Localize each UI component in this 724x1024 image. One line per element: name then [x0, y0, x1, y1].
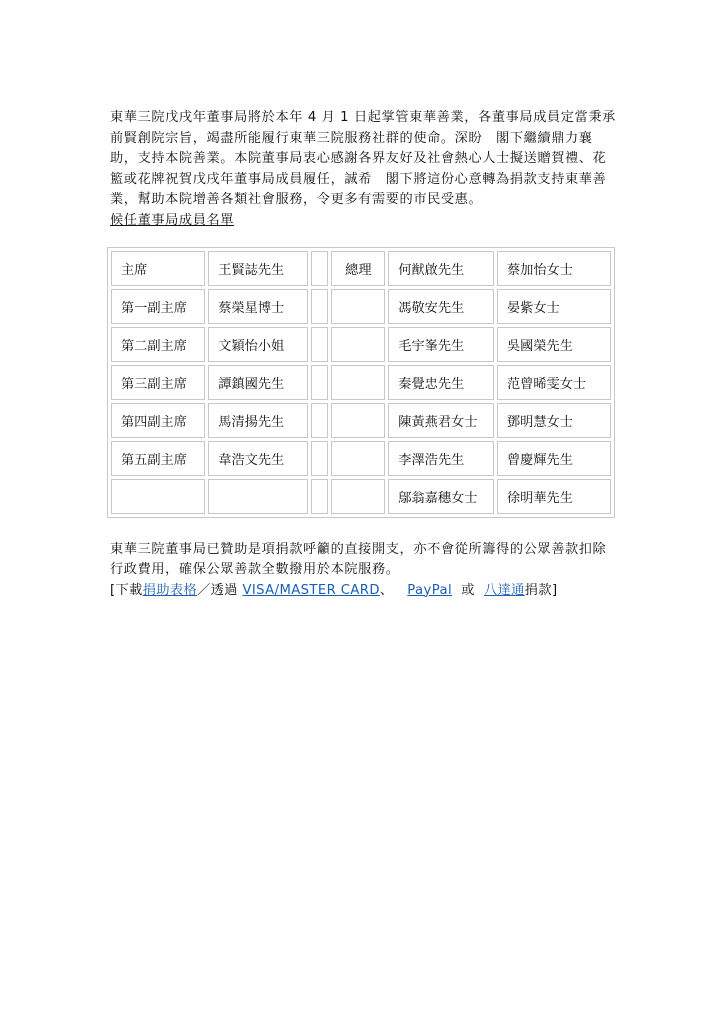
- table-row: [111, 441, 611, 476]
- table-row: [111, 289, 611, 324]
- closing-paragraph: 東華三院董事局已贊助是項捐款呼籲的直接開支，亦不會從所籌得的公眾善款扣除行政費用，確保公眾善款全數撥用於本院服務。: [110, 541, 607, 577]
- member-name-cell: 文穎怡小姐: [208, 327, 307, 362]
- member-title-cell: 主席: [111, 251, 205, 286]
- list-heading: 候任董事局成員名單: [110, 212, 235, 228]
- member-title-cell: 第四副主席: [111, 403, 205, 438]
- member-title-cell: 第一副主席: [111, 289, 205, 324]
- director-name-cell: 曾慶輝先生: [497, 441, 611, 476]
- director-label-cell: [331, 441, 385, 476]
- paypal-link[interactable]: PayPal: [407, 582, 453, 598]
- intro-paragraph: 東華三院戊戌年董事局將於本年 4 月 1 日起掌管東華善業，各董事局成員定當秉承前賢創院宗旨，竭盡所能履行東華三院服務社群的使命。深盼 閣下繼續鼎力襄助，支持本院善業。本院董事局衷心感謝各界友好及社會熱心人士擬送贈賀禮、花籃或花牌祝賀戊戌年董事局成員履任，誠希 閣下將這份心意轉為捐款支持東華善業，幫助本院增善各類社會服務，令更多有需要的市民受惠。: [110, 110, 616, 207]
- members-table: [107, 247, 615, 518]
- member-title-cell: 第五副主席: [111, 441, 205, 476]
- director-label-cell: 總理: [331, 251, 385, 286]
- member-name-cell: 譚鎮國先生: [208, 365, 307, 400]
- donation-form-link[interactable]: 捐助表格: [142, 582, 198, 598]
- table-row: [111, 251, 611, 286]
- gap-cell: [311, 365, 329, 400]
- visa-mastercard-link[interactable]: VISA/MASTER CARD: [242, 582, 380, 598]
- gap-cell: [311, 403, 329, 438]
- director-label-cell: [331, 365, 385, 400]
- director-label-cell: [331, 479, 385, 514]
- table-row: [111, 365, 611, 400]
- gap-cell: [311, 441, 329, 476]
- member-name-cell: 韋浩文先生: [208, 441, 307, 476]
- director-name-cell: 毛宇峯先生: [388, 327, 494, 362]
- member-title-cell: 第二副主席: [111, 327, 205, 362]
- table-row: [111, 327, 611, 362]
- donation-or: 或: [461, 582, 475, 598]
- donation-separator: 、: [379, 582, 394, 598]
- donation-suffix: 捐款]: [524, 582, 558, 598]
- director-name-cell: 徐明華先生: [497, 479, 611, 514]
- gap-cell: [311, 479, 329, 514]
- director-name-cell: 晏紫女士: [497, 289, 611, 324]
- gap-cell: [311, 289, 329, 324]
- donation-prefix: [下載: [110, 582, 143, 598]
- member-name-cell: 馬清揚先生: [208, 403, 307, 438]
- member-name-cell: 蔡榮星博士: [208, 289, 307, 324]
- members-table-body: [111, 251, 611, 514]
- gap-cell: [311, 327, 329, 362]
- donation-line: [110, 581, 620, 601]
- director-name-cell: 陳黃燕君女士: [388, 403, 494, 438]
- document-page: [110, 108, 620, 601]
- director-name-cell: 范曾晞雯女士: [497, 365, 611, 400]
- director-name-cell: 吳國榮先生: [497, 327, 611, 362]
- director-name-cell: 秦覺忠先生: [388, 365, 494, 400]
- octopus-link[interactable]: 八達通: [484, 582, 525, 598]
- director-name-cell: 馮敬安先生: [388, 289, 494, 324]
- donation-via: ／透過: [197, 582, 238, 598]
- member-title-cell: [111, 479, 205, 514]
- member-title-cell: 第三副主席: [111, 365, 205, 400]
- director-name-cell: 鄧明慧女士: [497, 403, 611, 438]
- director-name-cell: 何猷啟先生: [388, 251, 494, 286]
- table-row: [111, 479, 611, 514]
- member-name-cell: 王賢誌先生: [208, 251, 307, 286]
- member-name-cell: [208, 479, 307, 514]
- gap-cell: [311, 251, 329, 286]
- director-label-cell: [331, 327, 385, 362]
- director-name-cell: 李澤浩先生: [388, 441, 494, 476]
- director-name-cell: 鄔翁嘉穗女士: [388, 479, 494, 514]
- table-row: [111, 403, 611, 438]
- director-label-cell: [331, 289, 385, 324]
- director-label-cell: [331, 403, 385, 438]
- director-name-cell: 蔡加怡女士: [497, 251, 611, 286]
